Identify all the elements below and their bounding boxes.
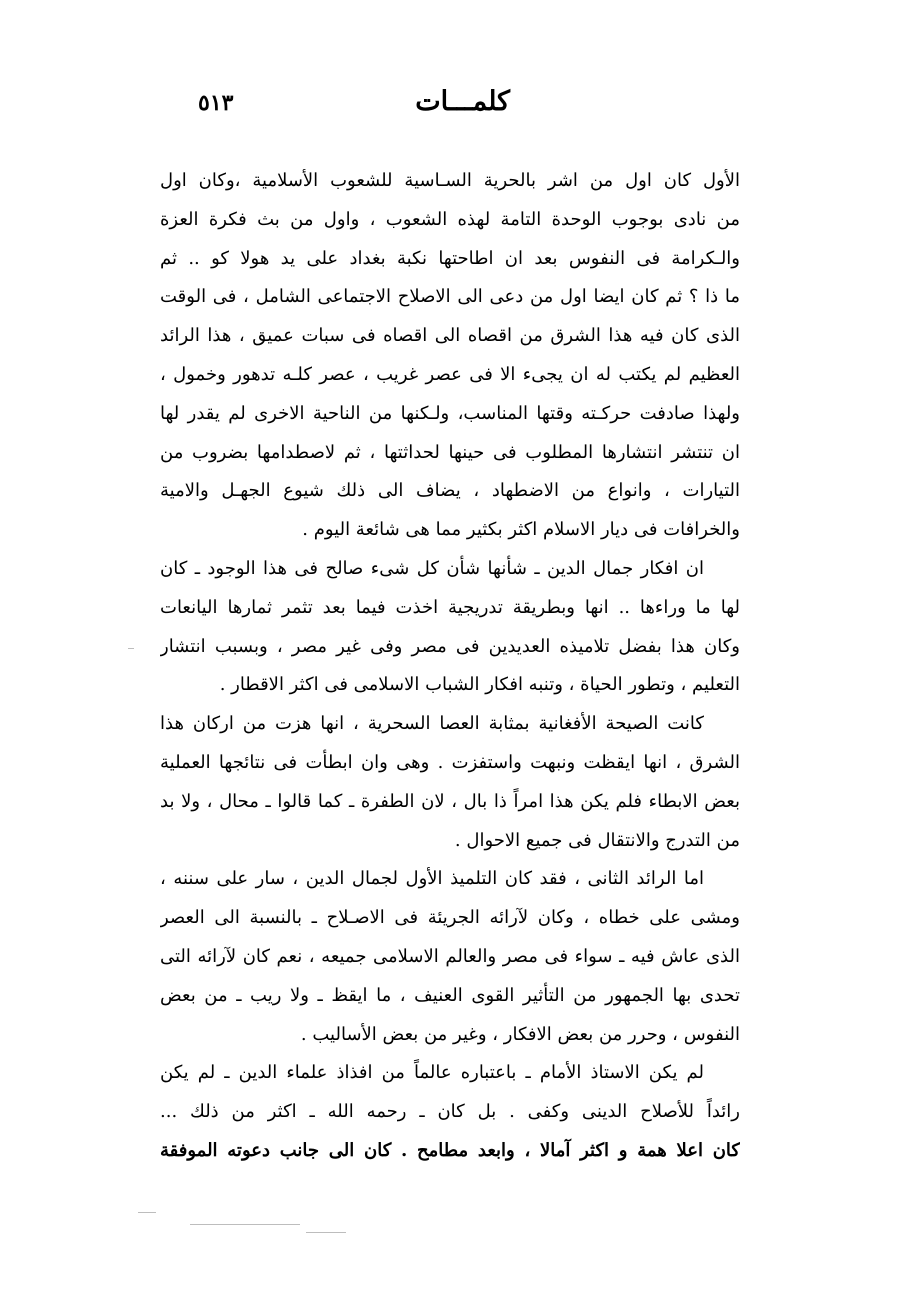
text-line: التيارات ، وانواع من الاضطهاد ، يضاف الى ذلك شيوع الجهـل والامية (160, 480, 740, 502)
text-line: ما ذا ؟ ثم كان ايضا اول من دعى الى الاصلاح الاجتماعى الشامل ، فى الوقت (160, 286, 740, 308)
text-line: ان تنتشر انتشارها المطلوب فى حينها لحداثتها ، ثم لاصطدامها بضروب من (160, 441, 740, 463)
text-line: بعض الابطاء فلم يكن هذا امراً ذا بال ، لان الطفرة ـ كما قالوا ـ محال ، ولا بد (160, 790, 740, 812)
scan-artifact (138, 1212, 156, 1213)
text-line: كانت الصيحة الأفغانية بمثابة العصا السحرية ، انها هزت من اركان هذا (160, 713, 704, 735)
text-line: من التدرج والانتقال فى جميع الاحوال . (454, 829, 740, 851)
page-number: ٥١٣ (198, 90, 234, 116)
running-title: كلمـــات (415, 86, 510, 117)
text-line: ومشى على خطاه ، وكان لآرائه الجريئة فى الاصـلاح ـ بالنسبة الى العصر (160, 907, 740, 929)
scan-artifact (306, 1232, 346, 1233)
text-line: من نادى بوجوب الوحدة التامة لهذه الشعوب ، واول من بث فكرة العزة (160, 208, 740, 230)
text-line: ولهذا صادفت حركـته وقتها المناسب، ولـكنها من الناحية الاخرى لم يقدر لها (160, 402, 740, 424)
text-line: تحدى بها الجمهور من التأثير القوى العنيف ، ما ايقظ ـ ولا ريب ـ من بعض (160, 984, 740, 1006)
text-line: والـكرامة فى النفوس بعد ان اطاحتها نكبة بغداد على يد هولا كو .. ثم (160, 247, 740, 269)
text-line: لم يكن الاستاذ الأمام ـ باعتباره عالماً من افذاذ علماء الدين ـ لم يكن (160, 1062, 704, 1084)
text-line: الأول كان اول من اشر بالحرية السـاسية للشعوب الأسلامية ،وكان اول (160, 170, 740, 191)
text-line: النفوس ، وحرر من بعض الافكار ، وغير من بعض الأساليب . (300, 1023, 740, 1045)
text-line: كان اعلا همة و اكثر آمالا ، وابعد مطامح . كان الى جانب دعوته الموفقة (160, 1139, 740, 1161)
body-text (160, 162, 740, 1171)
text-line: لها ما وراءها .. انها وبطريقة تدريجية اخذت فيما بعد تثمر ثمارها اليانعات (160, 596, 740, 618)
text-line: والخرافات فى ديار الاسلام اكثر بكثير مما هى شائعة اليوم . (302, 519, 740, 541)
text-line: التعليم ، وتطور الحياة ، وتنبه افكار الشباب الاسلامى فى اكثر الاقطار . (219, 674, 740, 696)
text-line: الذى عاش فيه ـ سواء فى مصر والعالم الاسلامى جميعه ، نعم كان لآرائه التى (160, 945, 740, 967)
text-line: رائداً للأصلاح الدينى وكفى . بل كان ـ رحمه الله ـ اكثر من ذلك ... (160, 1101, 740, 1123)
text-line: العظيم لم يكتب له ان يجىء الا فى عصر غريب ، عصر كلـه تدهور وخمول ، (160, 363, 740, 385)
scan-artifact (128, 648, 134, 649)
page-header (0, 86, 900, 126)
text-line: اما الرائد الثانى ، فقد كان التلميذ الأول لجمال الدين ، سار على سننه ، (160, 868, 704, 890)
text-line: وكان هذا بفضل تلاميذه العديدين فى مصر وفى غير مصر ، وبسبب انتشار (160, 635, 740, 657)
scan-artifact (190, 1224, 300, 1225)
text-line: الذى كان فيه هذا الشرق من اقصاه الى اقصاه فى سبات عميق ، هذا الرائد (160, 325, 740, 347)
text-line: ان افكار جمال الدين ـ شأنها شأن كل شىء صالح فى هذا الوجود ـ كان (160, 557, 704, 579)
text-line: الشرق ، انها ايقظت ونبهت واستفزت . وهى وان ابطأت فى نتائجها العملية (160, 751, 740, 773)
